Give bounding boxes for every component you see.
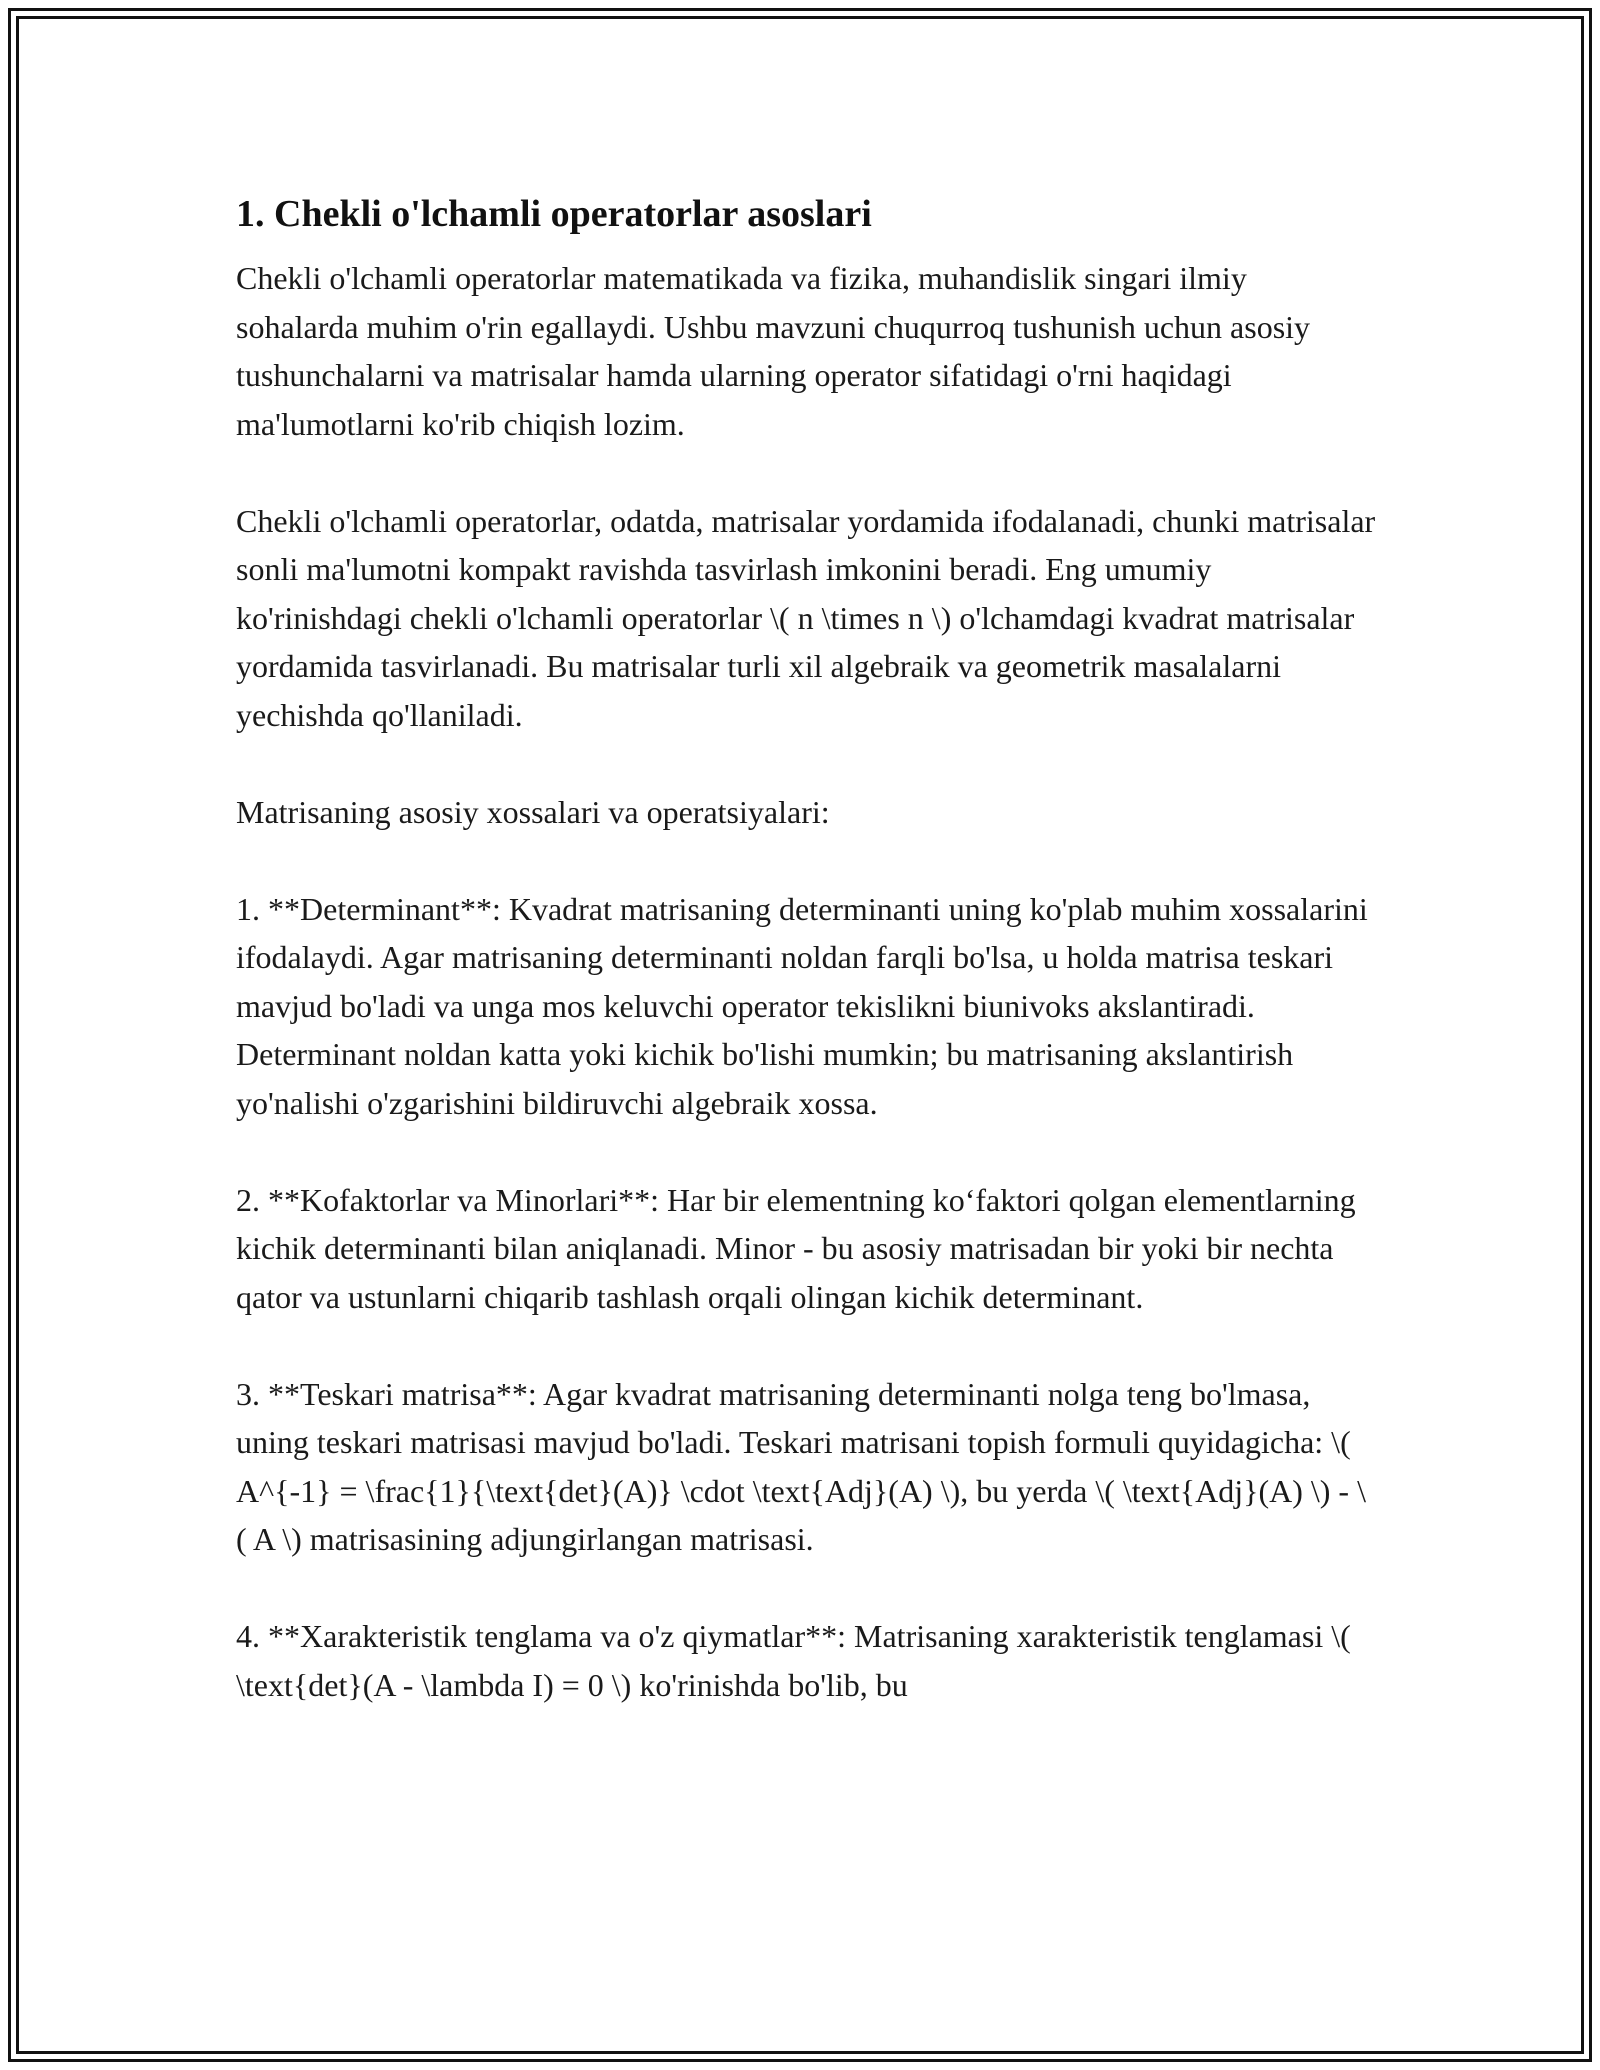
section-title: 1. Chekli o'lchamli operatorlar asoslari [236,193,872,235]
list-item-cofactors-minors: 2. **Kofaktorlar va Minorlari**: Har bir elementning ko‘faktori qolgan elementlarning kichik determinanti bilan aniqlanadi. Minor - bu asosiy matrisadan bir yoki bir nechta qator va ustunlarni chiqarib tashlash orqali olingan kichik determinant. [236,1181,1356,1315]
list-item-inverse-matrix: 3. **Teskari matrisa**: Agar kvadrat matrisaning determinanti nolga teng bo'lmasa, uning teskari matrisasi mavjud bo'ladi. Teskari matrisani topish formuli quyidagicha: \( A^{-1} = \frac{1}{\text{det}(A)} \cdot \text{Adj}(A) \), bu yerda \( \text{Adj}(A) \) - \( A \) matrisasining adjungirlangan matrisasi. [236,1375,1366,1557]
list-item-characteristic-equation: 4. **Xarakteristik tenglama va o'z qiymatlar**: Matrisaning xarakteristik tenglamasi \( \text{det}(A - \lambda I) = 0 \) ko'rinishda bo'lib, bu [236,1618,1351,1703]
list-item-determinant: 1. **Determinant**: Kvadrat matrisaning determinanti uning ko'plab muhim xossalarini ifodalaydi. Agar matrisaning determinanti noldan farqli bo'lsa, u holda matrisa teskari mavjud bo'ladi va unga mos keluvchi operator tekislikni biunivoks akslantiradi. Determinant noldan katta yoki kichik bo'lishi mumkin; bu matrisaning akslantirish yo'nalishi o'zgarishini bildiruvchi algebraik xossa. [236,890,1368,1121]
document-body [236,186,1376,1758]
paragraph-matrix-representation: Chekli o'lchamli operatorlar, odatda, matrisalar yordamida ifodalanadi, chunki matrisalar sonli ma'lumotni kompakt ravishda tasvirlash imkonini beradi. Eng umumiy ko'rinishdagi chekli o'lchamli operatorlar \( n \times n \) o'lchamdagi kvadrat matrisalar yordamida tasvirlanadi. Bu matrisalar turli xil algebraik va geometrik masalalarni yechishda qo'llaniladi. [236,502,1376,733]
paragraph-intro: Chekli o'lchamli operatorlar matematikada va fizika, muhandislik singari ilmiy sohalarda muhim o'rin egallaydi. Ushbu mavzuni chuqurroq tushunish uchun asosiy tushunchalarni va matrisalar hamda ularning operator sifatidagi o'rni haqidagi ma'lumotlarni ko'rib chiqish lozim. [236,260,1311,442]
paragraph-properties-heading: Matrisaning asosiy xossalari va operatsiyalari: [236,793,830,830]
